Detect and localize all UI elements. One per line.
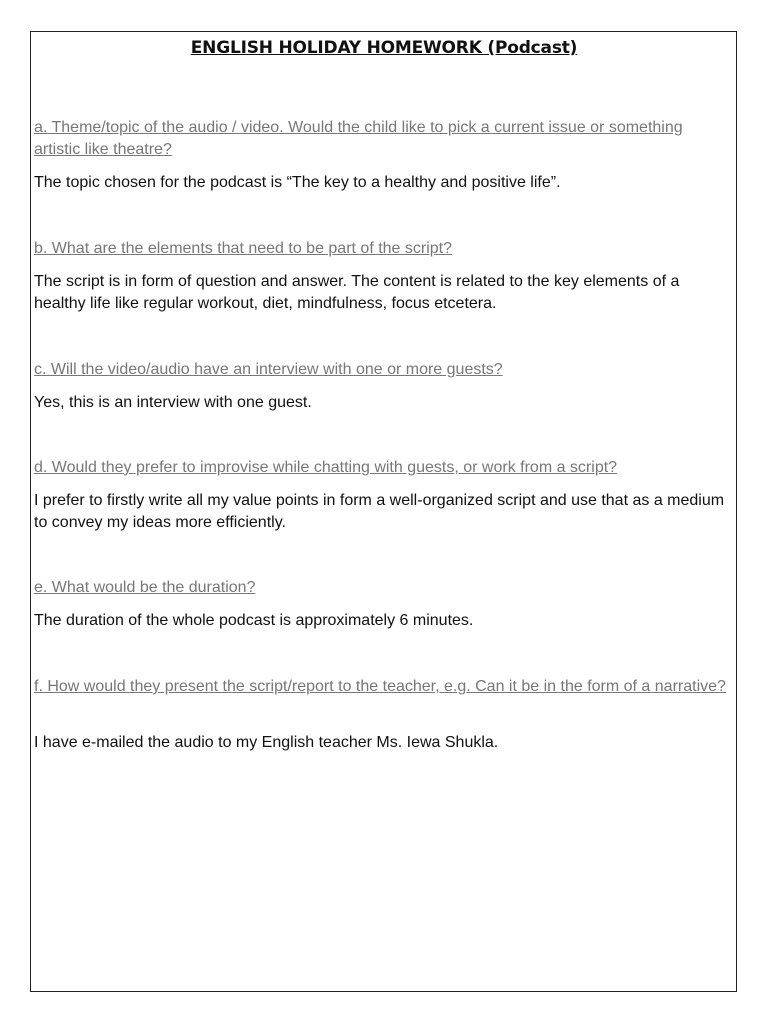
question-f: f. How would they present the script/report to the teacher, e.g. Can it be in the form of a narrative? bbox=[34, 678, 726, 695]
document-title: ENGLISH HOLIDAY HOMEWORK (Podcast) bbox=[190, 38, 578, 58]
question-a-prefix: a. bbox=[34, 119, 48, 136]
answer-a: The topic chosen for the podcast is “The key to a healthy and positive life”. bbox=[34, 174, 561, 191]
question-e: e. What would be the duration? bbox=[34, 579, 256, 596]
question-d: d. Would they prefer to improvise while chatting with guests, or work from a script? bbox=[34, 459, 618, 476]
question-a-text: Theme/topic of the audio / video. Would the child like to pick a current issue or something artistic like theatre? bbox=[34, 119, 683, 158]
answer-b: The script is in form of question and answer. The content is related to the key elements of a healthy life like regular workout, diet, mindfulness, focus etcetera. bbox=[34, 273, 680, 312]
question-c: c. Will the video/audio have an interview with one or more guests? bbox=[34, 361, 503, 378]
question-b: b. What are the elements that need to be part of the script? bbox=[34, 240, 453, 257]
answer-c: Yes, this is an interview with one guest. bbox=[34, 394, 312, 411]
answer-e: The duration of the whole podcast is approximately 6 minutes. bbox=[34, 612, 474, 629]
answer-f: I have e-mailed the audio to my English teacher Ms. Iewa Shukla. bbox=[34, 734, 499, 751]
question-a bbox=[34, 117, 732, 161]
answer-d: I prefer to firstly write all my value points in form a well-organized script and use that as a medium to convey my ideas more efficiently. bbox=[34, 492, 725, 531]
